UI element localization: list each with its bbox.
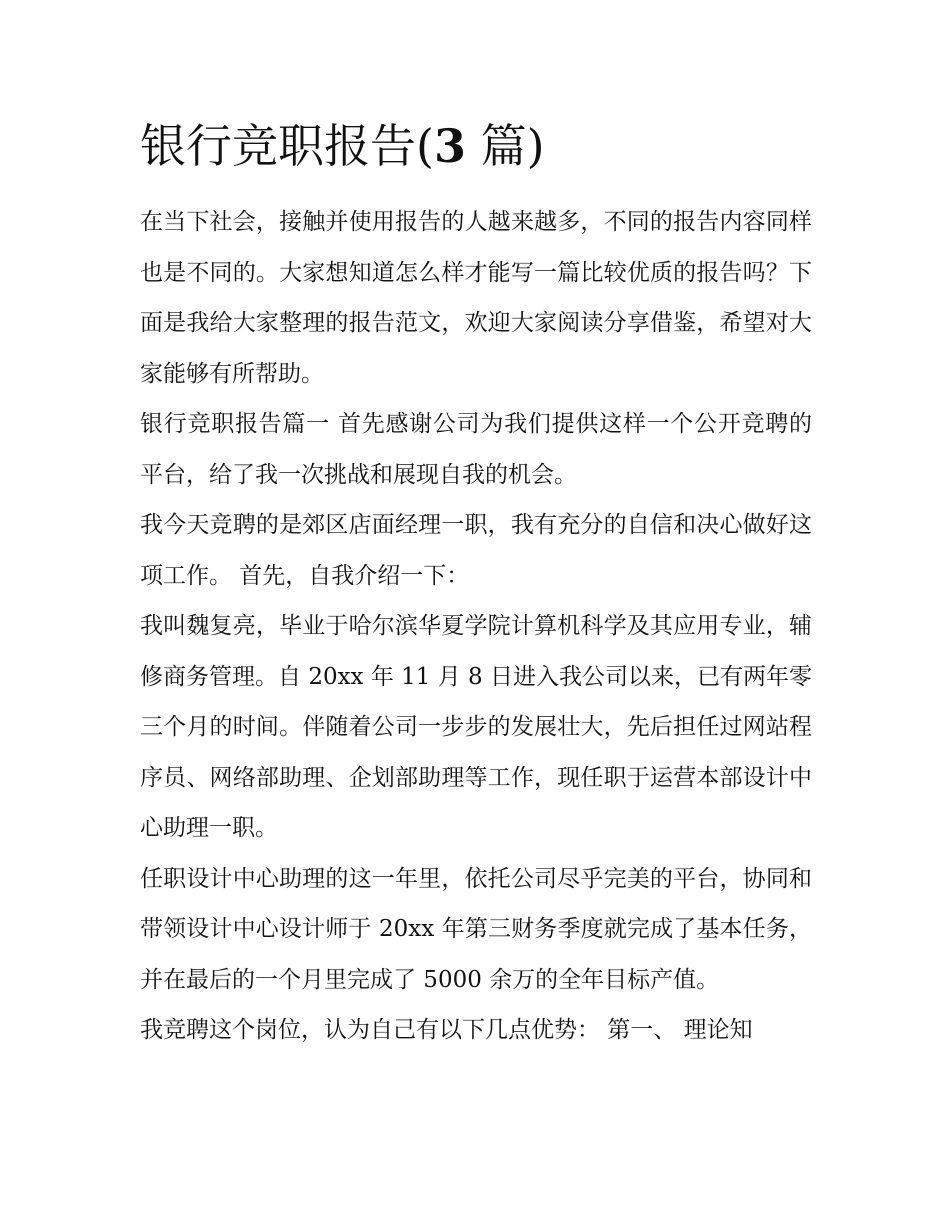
paragraph-self-introduction: 我叫魏复亮，毕业于哈尔滨华夏学院计算机科学及其应用专业，辅修商务管理。自 20xx 年 11 月 8 日进入我公司以来，已有两年零三个月的时间。伴随着公司一步步的发展壮大，先后担任过网站程序员、网络部助理、企划部助理等工作，现任职于运营本部设计中心助理一职。 bbox=[140, 613, 812, 841]
paragraph-advantages: 我竞聘这个岗位，认为自己有以下几点优势： 第一、 理论知 bbox=[140, 1017, 753, 1043]
document-body bbox=[140, 197, 812, 1056]
title-suffix: 篇) bbox=[465, 119, 545, 173]
paragraph-position-statement: 我今天竞聘的是郊区店面经理一职，我有充分的自信和决心做好这项工作。 首先，自我介绍一下： bbox=[140, 512, 812, 589]
title-prefix: 银行竞职报告( bbox=[140, 119, 434, 173]
paragraph-intro: 在当下社会，接触并使用报告的人越来越多，不同的报告内容同样也是不同的。大家想知道怎么样才能写一篇比较优质的报告吗？下面是我给大家整理的报告范文，欢迎大家阅读分享借鉴，希望对大家能够有所帮助。 bbox=[140, 209, 812, 387]
paragraph-part-one-opening: 银行竞职报告篇一 首先感谢公司为我们提供这样一个公开竞聘的平台，给了我一次挑战和展现自我的机会。 bbox=[140, 411, 812, 488]
document-title bbox=[140, 114, 820, 178]
title-number: 3 bbox=[433, 119, 466, 173]
paragraph-achievements: 任职设计中心助理的这一年里，依托公司尽乎完美的平台，协同和带领设计中心设计师于 20xx 年第三财务季度就完成了基本任务，并在最后的一个月里完成了 5000 余万的全年目标产值。 bbox=[140, 865, 812, 993]
